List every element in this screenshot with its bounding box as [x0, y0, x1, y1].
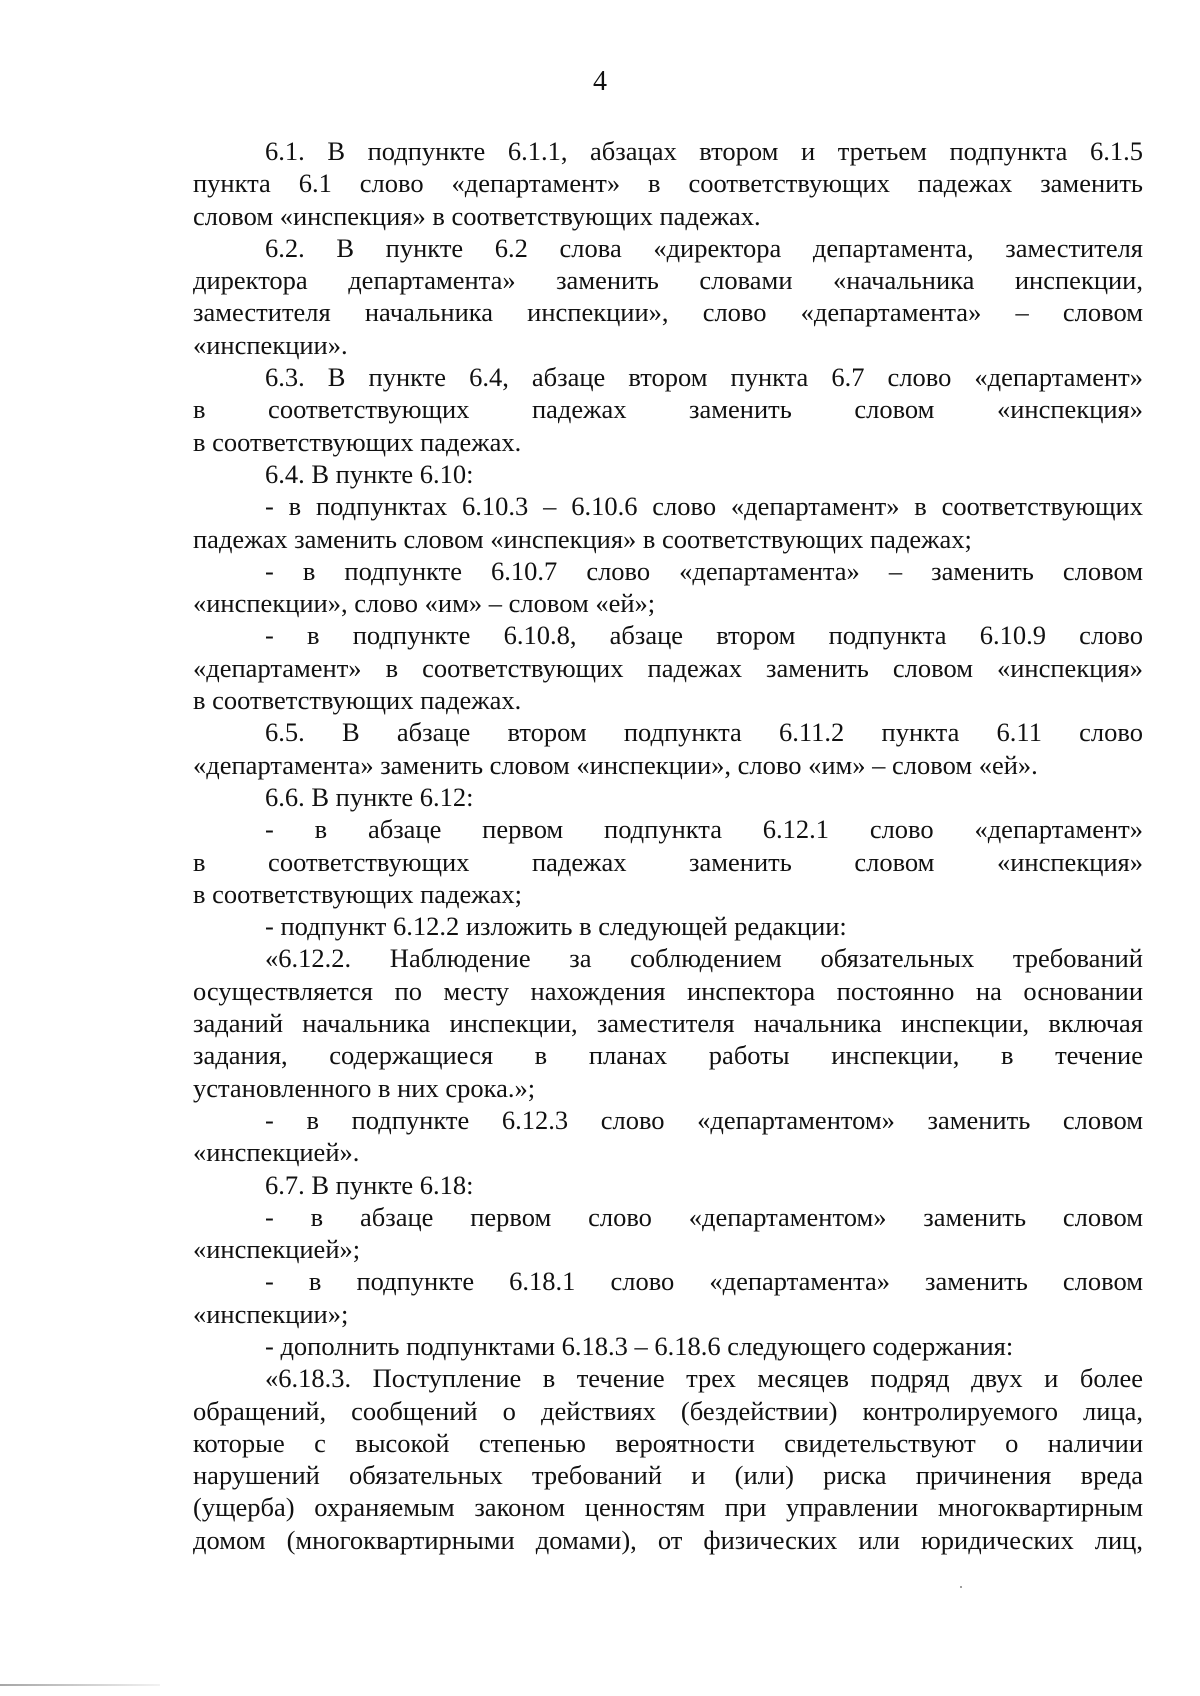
- text-line: словом «инспекция» в соответствующих падежах.: [193, 200, 761, 231]
- text-line: 6.1. В подпункте 6.1.1, абзацах втором и третьем подпункта 6.1.5: [265, 136, 1143, 166]
- text-line: - в подпункте 6.10.7 слово «департамента» – заменить словом: [265, 555, 1143, 586]
- text-line: 6.3. В пункте 6.4, абзаце втором пункта 6.7 слово «департамент»: [265, 362, 1143, 393]
- text-line: директора департамента» заменить словами «начальника инспекции,: [193, 265, 1143, 296]
- text-line: (ущерба) охраняемым законом ценностям при управлении многоквартирным: [193, 1492, 1143, 1523]
- text-line: - в подпункте 6.12.3 слово «департаментом» заменить словом: [265, 1104, 1143, 1135]
- text-line: нарушений обязательных требований и (или) риска причинения вреда: [193, 1460, 1143, 1491]
- text-line: «департамента» заменить словом «инспекции», слово «им» – словом «ей».: [193, 749, 1038, 780]
- text-line: в соответствующих падежах.: [193, 685, 522, 716]
- text-line: - в подпунктах 6.10.3 – 6.10.6 слово «департамент» в соответствующих: [265, 491, 1143, 522]
- text-line: «6.18.3. Поступление в течение трех месяцев подряд двух и более: [265, 1363, 1143, 1394]
- scan-artifact-dot: [960, 1586, 962, 1588]
- text-line: в соответствующих падежах заменить словом «инспекция»: [193, 846, 1143, 877]
- scan-artifact-line: [0, 1684, 160, 1686]
- text-line: «инспекцией».: [193, 1137, 360, 1168]
- text-line: - в абзаце первом слово «департаментом» заменить словом: [265, 1201, 1143, 1232]
- text-line: - в абзаце первом подпункта 6.12.1 слово «департамент»: [265, 814, 1143, 845]
- text-line: в соответствующих падежах.: [193, 426, 522, 457]
- text-line: заместителя начальника инспекции», слово «департамента» – словом: [193, 297, 1143, 328]
- text-line: - дополнить подпунктами 6.18.3 – 6.18.6 следующего содержания:: [265, 1330, 1014, 1361]
- text-line: 6.2. В пункте 6.2 слова «директора департамента, заместителя: [265, 232, 1143, 263]
- text-line: в соответствующих падежах заменить словом «инспекция»: [193, 394, 1143, 425]
- text-line: заданий начальника инспекции, заместителя начальника инспекции, включая: [193, 1008, 1143, 1039]
- text-line: - в подпункте 6.10.8, абзаце втором подпункта 6.10.9 слово: [265, 620, 1143, 651]
- text-line: пункта 6.1 слово «департамент» в соответствующих падежах заменить: [193, 168, 1143, 199]
- text-line: «инспекции».: [193, 329, 348, 360]
- text-line: домом (многоквартирными домами), от физических или юридических лиц,: [193, 1524, 1143, 1555]
- text-line: - подпункт 6.12.2 изложить в следующей редакции:: [265, 911, 847, 942]
- document-body: [193, 135, 1143, 1556]
- text-line: 6.7. В пункте 6.18:: [265, 1169, 474, 1200]
- text-line: в соответствующих падежах;: [193, 878, 522, 909]
- text-line: 6.5. В абзаце втором подпункта 6.11.2 пункта 6.11 слово: [265, 717, 1143, 748]
- text-line: 6.4. В пункте 6.10:: [265, 458, 474, 489]
- text-line: установленного в них срока.»;: [193, 1072, 536, 1103]
- text-line: «инспекции», слово «им» – словом «ей»;: [193, 588, 656, 619]
- text-line: осуществляется по месту нахождения инспектора постоянно на основании: [193, 975, 1143, 1006]
- text-line: - в подпункте 6.18.1 слово «департамента» заменить словом: [265, 1266, 1143, 1297]
- page-number: 4: [593, 66, 607, 97]
- text-line: задания, содержащиеся в планах работы инспекции, в течение: [193, 1040, 1143, 1071]
- text-line: обращений, сообщений о действиях (бездействии) контролируемого лица,: [193, 1395, 1143, 1426]
- text-line: «инспекцией»;: [193, 1234, 361, 1265]
- text-line: «инспекции»;: [193, 1298, 349, 1329]
- text-line: падежах заменить словом «инспекция» в соответствующих падежах;: [193, 523, 972, 554]
- text-line: «департамент» в соответствующих падежах заменить словом «инспекция»: [193, 652, 1143, 683]
- text-line: которые с высокой степенью вероятности свидетельствуют о наличии: [193, 1427, 1143, 1458]
- text-line: «6.12.2. Наблюдение за соблюдением обязательных требований: [265, 943, 1143, 974]
- text-line: 6.6. В пункте 6.12:: [265, 781, 474, 812]
